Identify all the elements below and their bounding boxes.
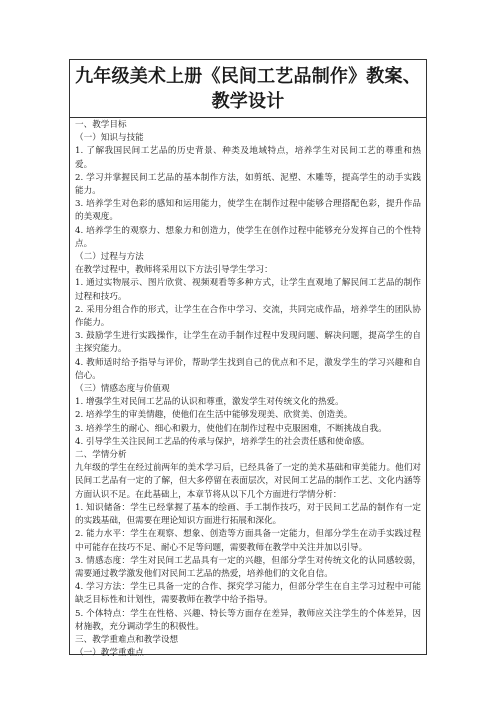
section-heading: 一、教学目标 <box>75 120 127 130</box>
section-heading: （二）过程与方法 <box>75 252 144 263</box>
paragraph: 3. 鼓励学生进行实践操作，让学生在动手制作过程中发现问题、解决问题，提高学生的自主探究能力。 <box>75 331 421 355</box>
paragraph: 1. 了解我国民间工艺品的历史背景、种类及地域特点，培养学生对民间工艺的尊重和热爱。 <box>75 146 421 170</box>
section-heading: 三、教学重难点和教学设想 <box>75 634 179 645</box>
paragraph: 4. 教师适时给予指导与评价，帮助学生找到自己的优点和不足，激发学生的学习兴趣和自信心。 <box>75 357 421 381</box>
paragraph: 1. 通过实物展示、图片欣赏、视频观看等多种方式，让学生直观地了解民间工艺品的制作过程和技巧。 <box>75 278 421 302</box>
paragraph: 2. 采用分组合作的形式，让学生在合作中学习、交流，共同完成作品，培养学生的团队协作能力。 <box>75 304 421 329</box>
paragraph: 2. 能力水平：学生在观察、想象、创造等方面具备一定能力，但部分学生在动手实践过程中可能存在技巧不足、耐心不足等问题，需要教师在教学中关注并加以引导。 <box>75 529 421 553</box>
section-heading: （一）教学重难点 <box>75 648 144 659</box>
paragraph: 4. 引导学生关注民间工艺品的传承与保护，培养学生的社会责任感和使命感。 <box>75 436 370 447</box>
paragraph: 4. 学习方法：学生已具备一定的合作、探究学习能力，但部分学生在自主学习过程中可能缺乏目标性和计划性，需要教师在教学中给予指导。 <box>75 582 421 606</box>
document-title-line-2: 教学设计 <box>211 91 285 112</box>
title-cell <box>70 60 426 118</box>
paragraph: 3. 培养学生的耐心、细心和毅力，使他们在制作过程中克服困难，不断挑战自我。 <box>75 423 387 434</box>
paragraph: 2. 培养学生的审美情趣，使他们在生活中能够发现美、欣赏美、创造美。 <box>75 410 353 421</box>
paragraph: 5. 个体特点：学生在性格、兴趣、特长等方面存在差异，教师应关注学生的个体差异，因材施教，充分调动学生的积极性。 <box>75 608 421 632</box>
paragraph: 在教学过程中，教师将采用以下方法引导学生学习： <box>75 265 273 276</box>
paragraph: 3. 情感态度：学生对民间工艺品具有一定的兴趣，但部分学生对传统文化的认同感较弱，需要通过教学激发他们对民间工艺品的热爱，培养他们的文化自信。 <box>75 555 421 579</box>
section-heading: （一）知识与技能 <box>75 133 144 144</box>
paragraph: 1. 知识储备：学生已经掌握了基本的绘画、手工制作技巧，对于民间工艺品的制作有一定的实践基础，但需要在理论知识方面进行拓展和深化。 <box>75 502 421 527</box>
document-body <box>70 118 426 660</box>
paragraph: 2. 学习并掌握民间工艺品的基本制作方法，如剪纸、泥塑、木雕等，提高学生的动手实践能力。 <box>75 172 421 197</box>
section-heading: 二、学情分析 <box>75 450 127 461</box>
document-frame <box>69 59 427 659</box>
document-title-line-1: 九年级美术上册《民间工艺品制作》教案、 <box>75 66 421 87</box>
paragraph: 九年级的学生在经过前两年的美术学习后，已经具备了一定的美术基础和审美能力。他们对民间工艺品有一定的了解，但大多停留在表面层次，对民间工艺品的制作工艺、文化内涵等方面认识不足。在此基础上，本章节将从以下几个方面进行学情分析： <box>75 463 421 500</box>
paragraph: 3. 培养学生对色彩的感知和运用能力，使学生在制作过程中能够合理搭配色彩，提升作品的美观度。 <box>75 199 421 223</box>
paragraph: 1. 增强学生对民间工艺品的认识和尊重，激发学生对传统文化的热爱。 <box>75 397 344 408</box>
section-heading: （三）情感态度与价值观 <box>75 384 170 395</box>
paragraph: 4. 培养学生的观察力、想象力和创造力，使学生在创作过程中能够充分发挥自己的个性特点。 <box>75 225 421 249</box>
